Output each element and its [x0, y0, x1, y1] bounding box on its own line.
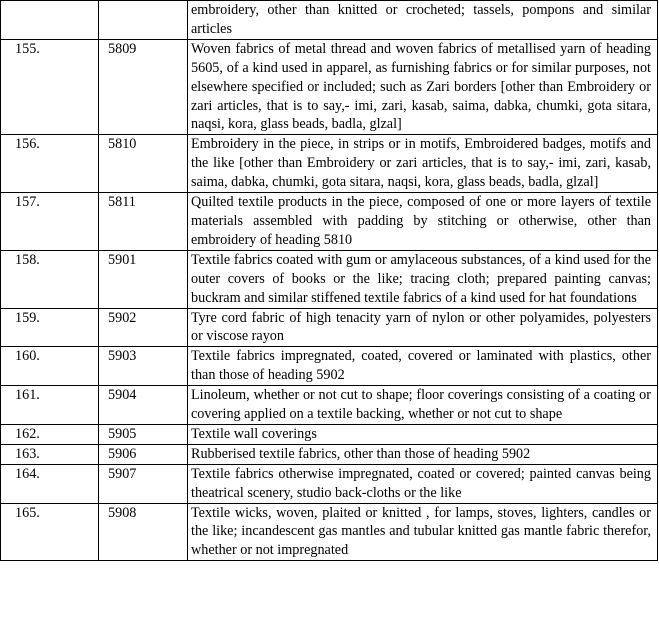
serial-number-cell: 159. — [1, 308, 99, 347]
heading-code-cell: 5809 — [99, 39, 188, 135]
table-row — [1, 444, 658, 464]
serial-number-cell: 155. — [1, 39, 99, 135]
heading-code-cell: 5904 — [99, 386, 188, 425]
table-row — [1, 464, 658, 503]
description-cell: embroidery, other than knitted or crocheted; tassels, pompons and similar articles — [188, 1, 658, 40]
tariff-table-body — [1, 1, 658, 561]
heading-code-cell: 5907 — [99, 464, 188, 503]
serial-number-cell: 165. — [1, 503, 99, 561]
heading-code-cell: 5905 — [99, 424, 188, 444]
serial-number-cell: 161. — [1, 386, 99, 425]
serial-number-cell: 160. — [1, 347, 99, 386]
description-cell: Tyre cord fabric of high tenacity yarn of nylon or other polyamides, polyesters or viscose rayon — [188, 308, 658, 347]
serial-number-cell: 162. — [1, 424, 99, 444]
description-cell: Textile fabrics coated with gum or amylaceous substances, of a kind used for the outer covers of books or the like; tracing cloth; prepared painting canvas; buckram and similar stiffened textile fabrics of a kind used for hat foundations — [188, 250, 658, 308]
heading-code-cell: 5810 — [99, 135, 188, 193]
description-cell: Quilted textile products in the piece, composed of one or more layers of textile materials assembled with padding by stitching or otherwise, other than embroidery of heading 5810 — [188, 193, 658, 251]
table-row — [1, 308, 658, 347]
description-cell: Rubberised textile fabrics, other than those of heading 5902 — [188, 444, 658, 464]
heading-code-cell: 5903 — [99, 347, 188, 386]
serial-number-cell: 158. — [1, 250, 99, 308]
heading-code-cell: 5901 — [99, 250, 188, 308]
table-row — [1, 1, 658, 40]
serial-number-cell: 164. — [1, 464, 99, 503]
table-row — [1, 424, 658, 444]
description-cell: Textile fabrics impregnated, coated, covered or laminated with plastics, other than those of heading 5902 — [188, 347, 658, 386]
table-row — [1, 250, 658, 308]
description-cell: Linoleum, whether or not cut to shape; floor coverings consisting of a coating or covering applied on a textile backing, whether or not cut to shape — [188, 386, 658, 425]
serial-number-cell — [1, 1, 99, 40]
description-cell: Textile fabrics otherwise impregnated, coated or covered; painted canvas being theatrical scenery, studio back-cloths or the like — [188, 464, 658, 503]
table-row — [1, 39, 658, 135]
heading-code-cell: 5908 — [99, 503, 188, 561]
table-row — [1, 503, 658, 561]
serial-number-cell: 157. — [1, 193, 99, 251]
heading-code-cell — [99, 1, 188, 40]
serial-number-cell: 156. — [1, 135, 99, 193]
description-cell: Textile wall coverings — [188, 424, 658, 444]
heading-code-cell: 5906 — [99, 444, 188, 464]
heading-code-cell: 5811 — [99, 193, 188, 251]
description-cell: Textile wicks, woven, plaited or knitted , for lamps, stoves, lighters, candles or the like; incandescent gas mantles and tubular knitted gas mantle fabric therefor, whether or not impregnated — [188, 503, 658, 561]
table-row — [1, 193, 658, 251]
table-row — [1, 347, 658, 386]
description-cell: Woven fabrics of metal thread and woven fabrics of metallised yarn of heading 5605, of a kind used in apparel, as furnishing fabrics or for similar purposes, not elsewhere specified or included; such as Zari borders [other than Embroidery or zari articles, that is to say,- imi, zari, kasab, saima, dabka, chumki, gota sitara, naqsi, kora, glass beads, badla, glzal] — [188, 39, 658, 135]
table-row — [1, 386, 658, 425]
serial-number-cell: 163. — [1, 444, 99, 464]
table-row — [1, 135, 658, 193]
heading-code-cell: 5902 — [99, 308, 188, 347]
description-cell: Embroidery in the piece, in strips or in motifs, Embroidered badges, motifs and the like [other than Embroidery or zari articles, that is to say,- imi, zari, kasab, saima, dabka, chumki, gota sitara, naqsi, kora, glass beads, badla, glzal] — [188, 135, 658, 193]
